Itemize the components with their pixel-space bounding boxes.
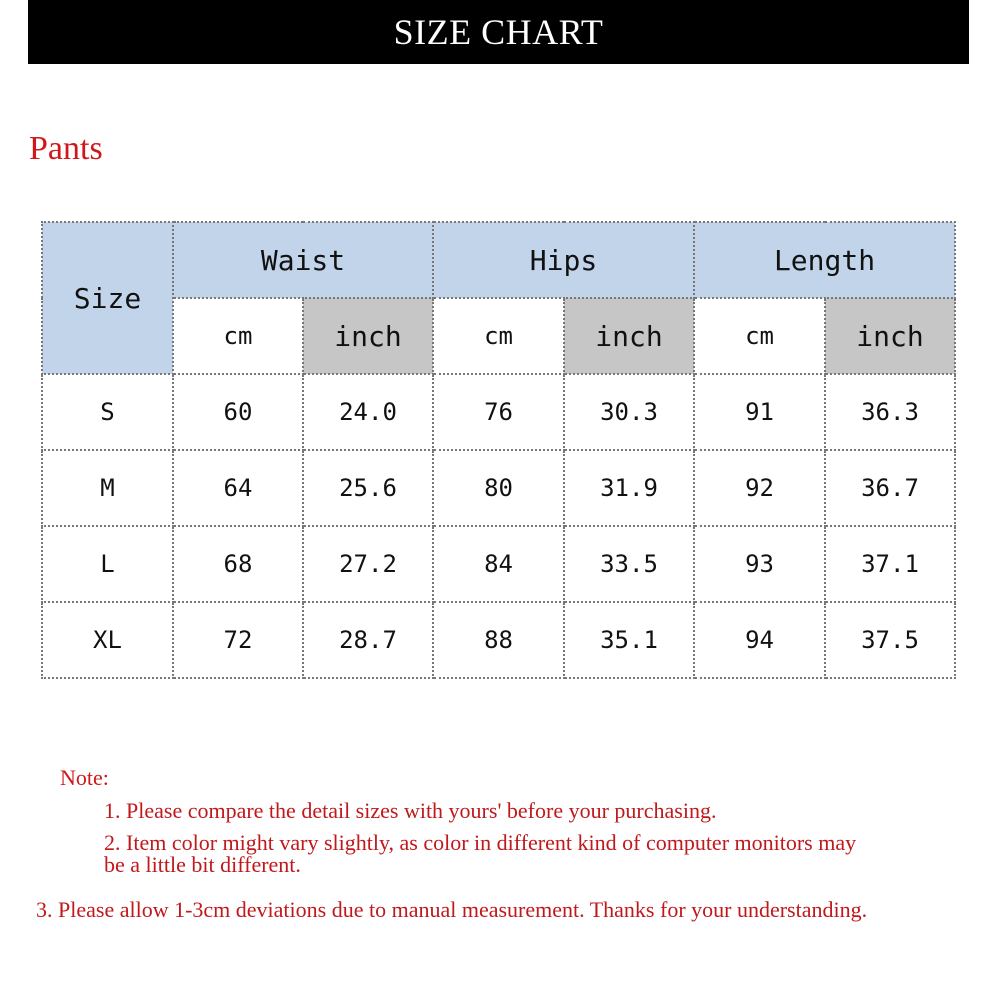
table-cell: 68 bbox=[173, 526, 303, 602]
table-cell: 35.1 bbox=[564, 602, 694, 678]
size-table bbox=[41, 221, 956, 679]
table-cell: 92 bbox=[694, 450, 825, 526]
size-header: Size bbox=[42, 222, 173, 374]
table-row bbox=[42, 602, 955, 678]
table-cell: 88 bbox=[433, 602, 564, 678]
table-unit-row bbox=[42, 298, 955, 374]
table-cell: 36.3 bbox=[825, 374, 955, 450]
size-chart-banner bbox=[28, 0, 969, 64]
table-cell: 25.6 bbox=[303, 450, 433, 526]
note-item: 3. Please allow 1-3cm deviations due to manual measurement. Thanks for your understanding. bbox=[36, 897, 868, 922]
table-cell: 31.9 bbox=[564, 450, 694, 526]
table-cell: 93 bbox=[694, 526, 825, 602]
table-cell: 37.5 bbox=[825, 602, 955, 678]
group-header-waist: Waist bbox=[173, 222, 433, 298]
group-header-length: Length bbox=[694, 222, 955, 298]
note-item: 2. Item color might vary slightly, as color in different kind of computer monitors may be a little bit different. bbox=[104, 830, 857, 877]
unit-header: inch bbox=[825, 298, 955, 374]
note-title: Note: bbox=[60, 765, 109, 790]
unit-header: inch bbox=[564, 298, 694, 374]
size-cell: S bbox=[42, 374, 173, 450]
table-cell: 37.1 bbox=[825, 526, 955, 602]
table-cell: 60 bbox=[173, 374, 303, 450]
unit-header: cm bbox=[173, 298, 303, 374]
table-cell: 72 bbox=[173, 602, 303, 678]
table-cell: 27.2 bbox=[303, 526, 433, 602]
table-cell: 33.5 bbox=[564, 526, 694, 602]
group-header-hips: Hips bbox=[433, 222, 694, 298]
table-cell: 76 bbox=[433, 374, 564, 450]
table-row bbox=[42, 374, 955, 450]
table-header-row bbox=[42, 222, 955, 298]
table-row bbox=[42, 526, 955, 602]
table-cell: 24.0 bbox=[303, 374, 433, 450]
unit-header: inch bbox=[303, 298, 433, 374]
table-cell: 84 bbox=[433, 526, 564, 602]
table-row bbox=[42, 450, 955, 526]
table-cell: 30.3 bbox=[564, 374, 694, 450]
table-cell: 28.7 bbox=[303, 602, 433, 678]
note-item: 1. Please compare the detail sizes with yours' before your purchasing. bbox=[104, 798, 717, 823]
unit-header: cm bbox=[694, 298, 825, 374]
unit-header: cm bbox=[433, 298, 564, 374]
table-cell: 80 bbox=[433, 450, 564, 526]
table-cell: 64 bbox=[173, 450, 303, 526]
banner-title: SIZE CHART bbox=[393, 12, 604, 52]
table-cell: 91 bbox=[694, 374, 825, 450]
size-cell: XL bbox=[42, 602, 173, 678]
size-cell: M bbox=[42, 450, 173, 526]
table-cell: 94 bbox=[694, 602, 825, 678]
table-cell: 36.7 bbox=[825, 450, 955, 526]
size-cell: L bbox=[42, 526, 173, 602]
section-title-pants: Pants bbox=[29, 130, 103, 167]
